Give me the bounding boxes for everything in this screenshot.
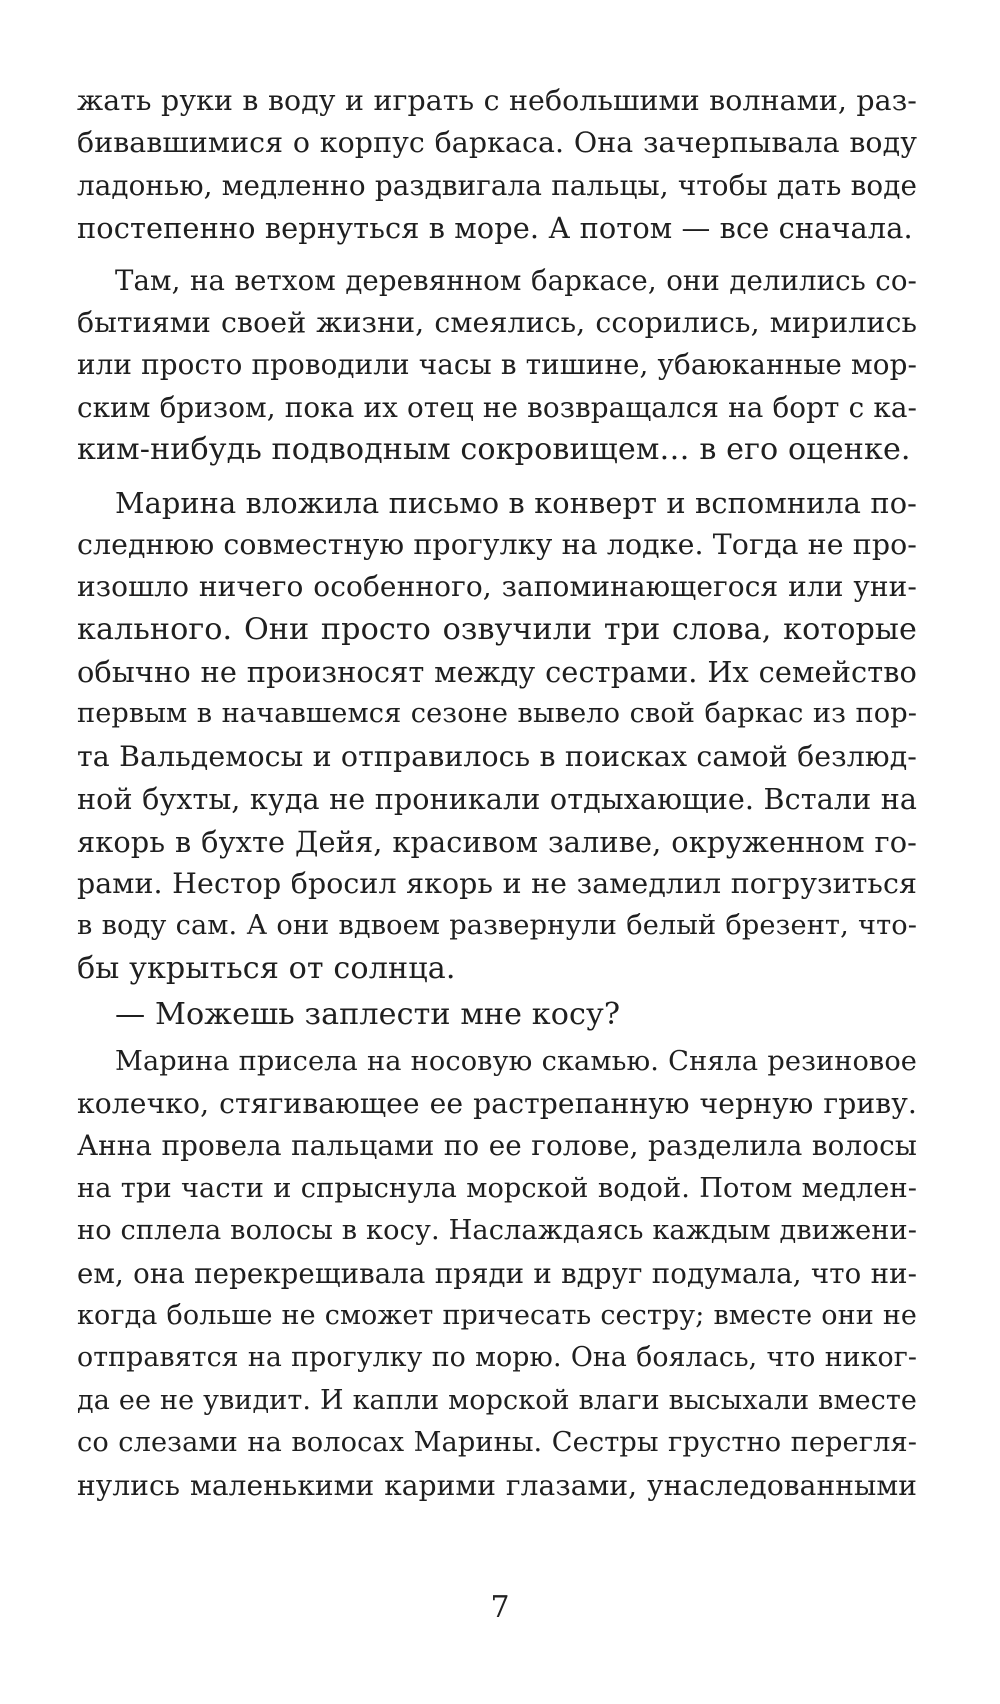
text-line: со слезами на волосах Марины. Сестры грустно перегля- xyxy=(77,1427,917,1459)
text-line: та Вальдемосы и отправилось в поисках самой безлюд- xyxy=(77,739,917,773)
text-line: когда больше не сможет причесать сестру; вместе они не xyxy=(77,1299,917,1331)
body-text xyxy=(77,80,917,1507)
text-line: ем, она перекрещивала пряди и вдруг подумала, что ни- xyxy=(77,1256,917,1290)
text-line: нулись маленькими карими глазами, унаследованными xyxy=(77,1468,917,1502)
text-line: обычно не произносят между сестрами. Их семейство xyxy=(77,655,917,690)
text-line: на три части и спрыснула морской водой. Потом медлен- xyxy=(77,1172,917,1204)
text-line: но сплела волосы в косу. Наслаждаясь каждым движени- xyxy=(77,1215,917,1247)
text-line: ладонью, медленно раздвигала пальцы, чтобы дать воде xyxy=(77,168,917,202)
text-line: Марина вложила письмо в конверт и вспомнила по- xyxy=(115,485,917,520)
text-line: да ее не увидит. И капли морской влаги высыхали вместе xyxy=(77,1384,917,1416)
page-number: 7 xyxy=(490,1590,510,1625)
text-line: Марина присела на носовую скамью. Сняла резиновое xyxy=(115,1045,917,1077)
text-line: бы укрыться от солнца. xyxy=(77,950,456,986)
text-line: Там, на ветхом деревянном баркасе, они делились со- xyxy=(115,263,917,297)
text-line: бытиями своей жизни, смеялись, ссорились, мирились xyxy=(77,305,917,339)
text-line: бивавшимися о корпус баркаса. Она зачерпывала воду xyxy=(77,126,917,160)
text-line: ким-нибудь подводным сокровищем… в его оценке. xyxy=(77,432,911,468)
dialogue-line: — Можешь заплести мне косу? xyxy=(115,997,621,1033)
text-line: первым в начавшемся сезоне вывело свой баркас из пор- xyxy=(77,698,917,730)
text-line: или просто проводили часы в тишине, убаюканные мор- xyxy=(77,348,917,382)
text-line: жать руки в воду и играть с небольшими волнами, раз- xyxy=(77,84,917,117)
text-line: изошло ничего особенного, запоминающегося или уни- xyxy=(77,570,917,604)
text-line: рами. Нестор бросил якорь и не замедлил погрузиться xyxy=(77,867,917,901)
text-line: отправятся на прогулку по морю. Она боялась, что никог- xyxy=(77,1342,917,1374)
text-line: якорь в бухте Дейя, красивом заливе, окруженном го- xyxy=(77,824,917,859)
text-line: ским бризом, пока их отец не возвращался на борт с ка- xyxy=(77,390,917,424)
text-line: кального. Они просто озвучили три слова, которые xyxy=(77,611,917,647)
text-line: колечко, стягивающее ее растрепанную черную гриву. xyxy=(77,1086,917,1120)
text-line: постепенно вернуться в море. А потом — все сначала. xyxy=(77,211,913,246)
text-line: следнюю совместную прогулку на лодке. Тогда не про- xyxy=(77,527,917,561)
text-line: в воду сам. А они вдвоем развернули белый брезент, что- xyxy=(77,910,917,942)
text-line: Анна провела пальцами по ее голове, разделила волосы xyxy=(77,1129,917,1163)
text-line: ной бухты, куда не проникали отдыхающие. Встали на xyxy=(77,782,917,817)
